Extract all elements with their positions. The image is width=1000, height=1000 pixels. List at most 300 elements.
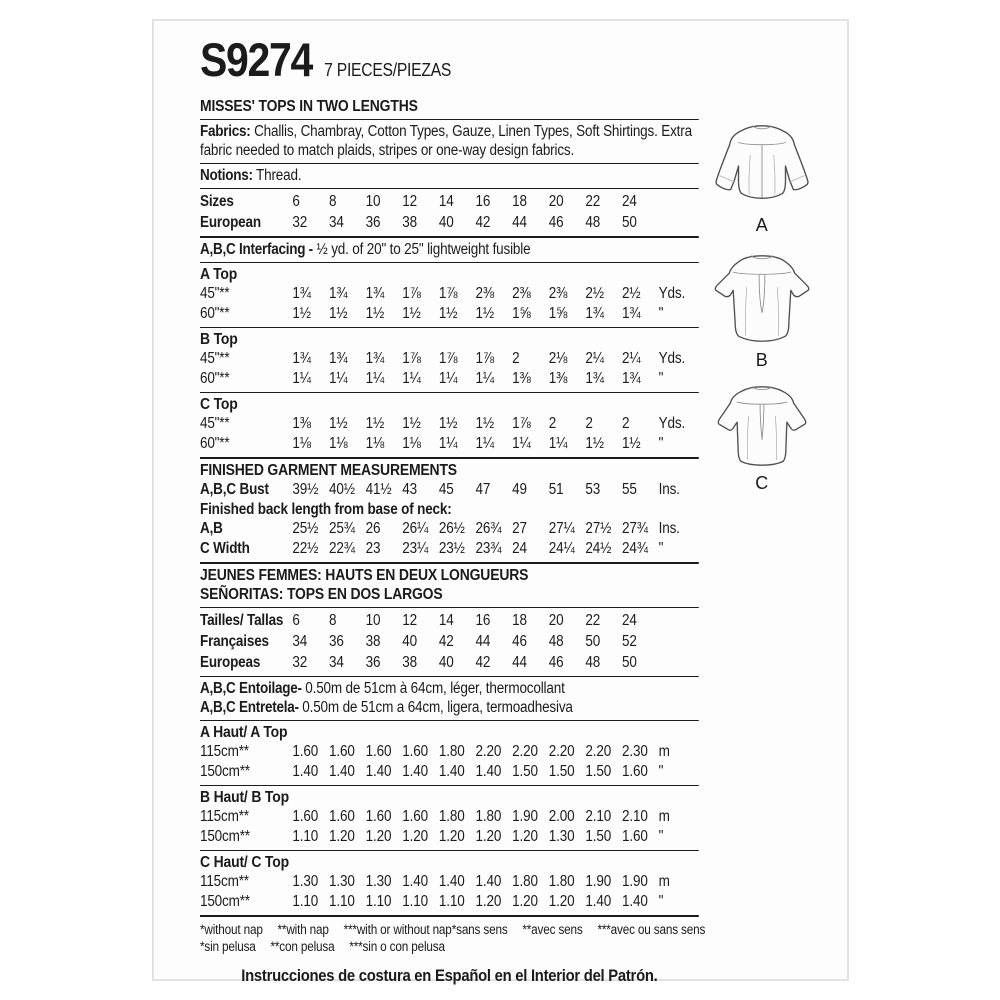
unit-label: Yds. [658,350,686,367]
table-cells [292,631,658,652]
footnote-item: **avec sens [522,921,583,937]
pattern-envelope-back [152,19,849,985]
table-cell: 1⅜ [548,370,568,387]
entoilage-label: A,B,C Entoilage- [200,680,302,697]
divider [200,392,699,393]
table-cell: 18 [512,612,527,629]
table-cell: 1⅛ [365,435,385,452]
table-cell: 6 [292,612,300,629]
fabrics-label: Fabrics: [200,123,251,140]
table-cells [292,742,658,762]
table-cell: 10 [365,612,381,629]
unit-label: " [658,763,664,780]
table-cell: 22½ [292,540,319,557]
table-cell: 44 [512,214,527,231]
garment-c-illustration [703,382,821,470]
table-cell: 1⅛ [292,435,311,452]
table-row [200,827,699,847]
row-label: A,B [200,520,223,537]
table-cell: 1.60 [329,808,355,825]
divider [200,562,699,564]
table-cell: 6 [292,193,300,210]
table-cell: 26¼ [402,520,429,537]
table-cell: 2½ [585,285,604,302]
table-cell: 1.40 [365,763,392,780]
table-cell: 1.60 [292,808,319,825]
table-cell: 27¾ [622,520,648,537]
table-cell: 1½ [365,305,385,322]
table-cell: 24½ [585,540,612,557]
footnotes-spanish [200,938,445,955]
table-cells [292,284,658,304]
unit-label: Ins. [658,520,680,537]
row-label: 150cm** [200,893,250,910]
row-label: 45"** [200,350,230,367]
table-row [200,539,699,559]
table-cell: 24¾ [622,540,648,557]
table-cell: 1⅝ [512,305,531,322]
row-label: C Width [200,540,250,557]
divider [200,676,699,677]
table-cell: 24¼ [548,540,575,557]
yardage-heading-a: A Top [200,266,238,283]
table-cell: 1⅝ [548,305,568,322]
table-cell: 1.30 [292,873,319,890]
table-cell: 1.40 [438,763,465,780]
divider [200,720,699,721]
table-cell: 23¾ [475,540,502,557]
garment-b-illustration [703,251,821,347]
table-cell: 42 [475,214,491,231]
table-cell: 2.20 [512,743,538,760]
table-cells [292,519,658,539]
table-cell: 1.20 [329,828,355,845]
footnote-item: *sans sens [451,921,508,937]
table-cell: 1.40 [475,763,502,780]
table-cell: 1.20 [512,828,538,845]
table-cell: 1¼ [548,435,568,452]
table-cell: 2.20 [475,743,502,760]
table-cell: 1.40 [585,893,612,910]
table-cell: 1.60 [292,743,319,760]
table-cell: 23 [365,540,381,557]
table-cells [292,349,658,369]
table-cell: 1¼ [475,435,495,452]
table-cell: 1⅞ [438,285,458,302]
table-cell: 1⅛ [402,435,421,452]
row-label: Françaises [200,633,269,650]
table-cell: 2¼ [585,350,604,367]
footnotes-english [200,921,452,938]
unit-label: " [658,540,664,557]
table-cell: 38 [402,654,417,671]
table-cell: 1⅛ [329,435,348,452]
table-cell: 2 [585,415,593,432]
table-cell: 16 [475,612,491,629]
table-cell: 20 [548,612,564,629]
table-cell: 1.20 [512,893,538,910]
table-cell: 1½ [402,305,421,322]
table-cells [292,212,658,233]
table-cell: 12 [402,612,417,629]
table-cell: 2.10 [585,808,612,825]
table-cell: 53 [585,481,601,498]
table-cell: 32 [292,654,308,671]
table-cell: 1⅜ [512,370,531,387]
table-cell: 1.10 [329,893,355,910]
row-label: Sizes [200,193,234,210]
table-cell: 41½ [365,481,392,498]
table-cell: 34 [329,654,344,671]
table-cell: 1.40 [622,893,648,910]
metric-heading-b: B Haut/ B Top [200,789,289,806]
table-cell: 49 [512,481,527,498]
table-cell: 1½ [585,435,604,452]
table-cell: 1.60 [622,828,648,845]
interfacing-note [200,240,699,259]
table-row-sizes [200,191,699,212]
table-row [200,414,699,434]
divider [200,262,699,263]
table-cell: 2⅜ [512,285,531,302]
table-cell: 50 [622,214,637,231]
row-label: 150cm** [200,763,250,780]
title-bar [200,35,699,85]
table-cell: 1¼ [475,370,495,387]
table-cell: 10 [365,193,381,210]
table-cell: 1.60 [365,808,392,825]
table-cell: 2⅜ [475,285,495,302]
unit-label: " [658,305,664,322]
row-label: Europeas [200,654,261,671]
table-cells [292,369,658,389]
footnote-item: ***with or without nap [343,921,452,937]
table-cell: 55 [622,481,637,498]
table-cells [292,480,658,500]
table-cell: 42 [475,654,491,671]
table-cells [292,807,658,827]
table-cell: 43 [402,481,417,498]
table-cells [292,610,658,631]
table-cell: 1.50 [548,763,575,780]
unit-label: Yds. [658,415,686,432]
garment-label: A [755,215,769,235]
table-cell: 1¾ [329,285,348,302]
table-cells [292,762,658,782]
table-cell: 1.40 [438,873,465,890]
table-cell: 1½ [329,305,348,322]
table-cell: 1¾ [365,350,385,367]
table-cell: 50 [585,633,601,650]
row-label: 60"** [200,435,230,452]
table-cell: 1½ [365,415,385,432]
table-cell: 1.20 [548,893,575,910]
table-row-francaises [200,631,699,652]
garment-b [703,251,821,382]
table-row [200,349,699,369]
footnote-row-2 [200,938,699,955]
fabrics-text: Challis, Chambray, Cotton Types, Gauze, Linen Types, Soft Shirtings. Extra fabric needed to match plaids, stripes or one-way design fabrics. [200,123,692,159]
table-cell: 1½ [622,435,641,452]
row-label: 115cm** [200,808,249,825]
table-cell: 1.20 [402,828,428,845]
table-cell: 26 [365,520,381,537]
table-cell: 1.40 [292,763,319,780]
table-cell: 14 [438,612,454,629]
table-row [200,369,699,389]
unit-label: Ins. [658,481,680,498]
table-cell: 48 [585,654,601,671]
table-cell: 44 [475,633,491,650]
table-cell: 1¾ [585,370,604,387]
table-cell: 1⅞ [402,350,421,367]
table-cell: 2.30 [622,743,648,760]
table-cell: 1.30 [548,828,575,845]
table-cell: 2⅛ [548,350,568,367]
table-cells [292,414,658,434]
row-label: 45"** [200,285,230,302]
table-cell: 1¼ [292,370,311,387]
entretela-text: 0.50m de 51cm a 64cm, ligera, termoadhesiva [298,699,573,716]
table-cell: 1¼ [402,370,421,387]
entretela-label: A,B,C Entretela- [200,699,299,716]
garment-a [703,120,821,251]
table-cell: 1.80 [438,808,465,825]
table-row-tailles [200,610,699,631]
table-cell: 40 [438,214,454,231]
pattern-number: S9274 [200,33,312,86]
notions-text: Thread. [252,167,302,184]
table-cell: 2¼ [622,350,641,367]
table-cell: 1.80 [548,873,575,890]
footnote-item: *without nap [200,921,263,937]
row-label: A,B,C Bust [200,481,269,498]
pieces-count: 7 PIECES/PIEZAS [324,60,452,80]
row-label: 60"** [200,370,230,387]
table-cell: 24 [622,612,637,629]
table-row [200,304,699,324]
table-row [200,742,699,762]
table-cell: 2 [512,350,520,367]
table-cell: 1⅞ [438,350,458,367]
table-cell: 40 [438,654,454,671]
table-cell: 1¾ [329,350,348,367]
row-label: 115cm** [200,873,249,890]
table-cell: 1.20 [475,828,502,845]
table-cell: 12 [402,193,417,210]
table-cell: 23¼ [402,540,429,557]
table-cell: 44 [512,654,527,671]
table-cell: 48 [548,633,564,650]
table-cell: 26½ [438,520,465,537]
divider [200,327,699,328]
table-cell: 34 [329,214,344,231]
table-cell: 1½ [438,305,458,322]
table-cell: 39½ [292,481,319,498]
table-cell: 1¼ [438,370,458,387]
table-cell: 22¾ [329,540,355,557]
unit-label: Yds. [658,285,686,302]
divider [200,188,699,189]
table-cell: 24 [512,540,527,557]
table-row [200,892,699,912]
table-cell: 1.50 [585,828,612,845]
table-cell: 38 [402,214,417,231]
table-cell: 1¼ [438,435,458,452]
table-cell: 32 [292,214,308,231]
table-cell: 1⅞ [475,350,495,367]
table-cell: 1¼ [512,435,531,452]
french-title: JEUNES FEMMES: HAUTS EN DEUX LONGUEURS [200,567,529,584]
table-row-european [200,212,699,233]
table-cell: 1⅜ [292,415,311,432]
footnotes-french [452,921,706,938]
table-cell: 1.20 [475,893,502,910]
table-cell: 51 [548,481,564,498]
table-cell: 1.40 [329,763,355,780]
table-cell: 36 [365,214,381,231]
row-label: 150cm** [200,828,250,845]
unit-label: " [658,893,664,910]
table-cell: 8 [329,612,337,629]
table-cell: 20 [548,193,564,210]
table-cell: 1.60 [329,743,355,760]
unit-label: m [658,873,670,890]
table-cell: 2 [548,415,557,432]
yardage-heading-b: B Top [200,331,238,348]
table-cell: 2.00 [548,808,575,825]
table-cell: 22 [585,193,601,210]
table-cell: 16 [475,193,491,210]
divider [200,119,699,120]
table-cell: 27 [512,520,527,537]
table-cell: 1½ [438,415,458,432]
garment-label: C [755,473,769,493]
table-cell: 50 [622,654,637,671]
table-cell: 24 [622,193,637,210]
table-cell: 40½ [329,481,355,498]
table-cell: 8 [329,193,337,210]
entoilage-note [200,679,699,698]
table-cell: 1¾ [292,350,311,367]
table-cell: 1.40 [402,763,428,780]
table-cell: 1¾ [365,285,385,302]
table-row [200,762,699,782]
divider [200,236,699,238]
table-cell: 1½ [329,415,348,432]
table-cell: 40 [402,633,417,650]
table-cell: 2 [622,415,630,432]
table-cell: 1½ [402,415,421,432]
table-cell: 1.10 [292,893,319,910]
table-cells [292,892,658,912]
table-cell: 1.10 [292,828,319,845]
table-cell: 36 [365,654,381,671]
yardage-heading-c: C Top [200,396,238,413]
table-cell: 1.20 [365,828,392,845]
table-cell: 1.30 [329,873,355,890]
notions-label: Notions: [200,167,253,184]
table-row [200,519,699,539]
table-cell: 1.80 [475,808,502,825]
table-cell: 1.60 [402,743,428,760]
table-cell: 1.90 [622,873,648,890]
interfacing-label: A,B,C Interfacing - [200,241,313,258]
unit-label: m [658,743,670,760]
metric-heading-a: A Haut/ A Top [200,724,288,741]
table-cell: 1.80 [438,743,465,760]
row-label: European [200,214,261,231]
table-cells [292,304,658,324]
table-row-bust [200,480,699,500]
footnote-item: ***avec ou sans sens [597,921,706,937]
table-cell: 52 [622,633,637,650]
table-cell: 27¼ [548,520,575,537]
back-length-note: Finished back length from base of neck: [200,501,452,518]
row-label: 60"** [200,305,230,322]
table-cell: 1.60 [402,808,428,825]
metric-heading-c: C Haut/ C Top [200,854,289,871]
table-cell: 38 [365,633,381,650]
divider [200,785,699,786]
table-cell: 1.50 [512,763,538,780]
divider [200,850,699,851]
unit-label: " [658,435,664,452]
entoilage-text: 0.50m de 51cm à 64cm, léger, thermocollant [301,680,565,697]
footnote-item: **con pelusa [270,938,335,954]
table-cell: 22 [585,612,601,629]
spanish-title: SEÑORITAS: TOPS EN DOS LARGOS [200,586,443,603]
table-cell: 2½ [622,285,641,302]
table-cell: 1.10 [438,893,465,910]
garment-c [703,382,821,513]
table-cell: 46 [548,654,564,671]
table-cell: 1⅞ [402,285,421,302]
table-cells [292,434,658,454]
table-cell: 1.90 [512,808,538,825]
table-cell: 1¼ [329,370,348,387]
table-cell: 1.80 [512,873,538,890]
table-cell: 46 [548,214,564,231]
table-cell: 1.10 [365,893,392,910]
table-row-europeas [200,652,699,673]
garment-a-illustration [703,120,821,212]
entretela-note [200,698,699,717]
row-label: 115cm** [200,743,249,760]
table-cell: 26¾ [475,520,502,537]
table-cell: 2.20 [585,743,612,760]
row-label: 45"** [200,415,230,432]
table-row [200,807,699,827]
divider [200,163,699,164]
divider [200,607,699,608]
table-cells [292,652,658,673]
table-cell: 47 [475,481,491,498]
table-cell: 1.40 [402,873,428,890]
table-cell: 2.20 [548,743,575,760]
table-cells [292,827,658,847]
english-title: MISSES' TOPS IN TWO LENGTHS [200,98,418,115]
divider [200,915,699,917]
garment-illustrations [699,120,825,513]
garment-label: B [755,350,769,370]
table-cells [292,191,658,212]
table-cell: 1¼ [365,370,385,387]
table-cell: 1¾ [585,305,604,322]
table-cell: 48 [585,214,601,231]
table-cell: 1⅞ [512,415,531,432]
table-cell: 1.50 [585,763,612,780]
